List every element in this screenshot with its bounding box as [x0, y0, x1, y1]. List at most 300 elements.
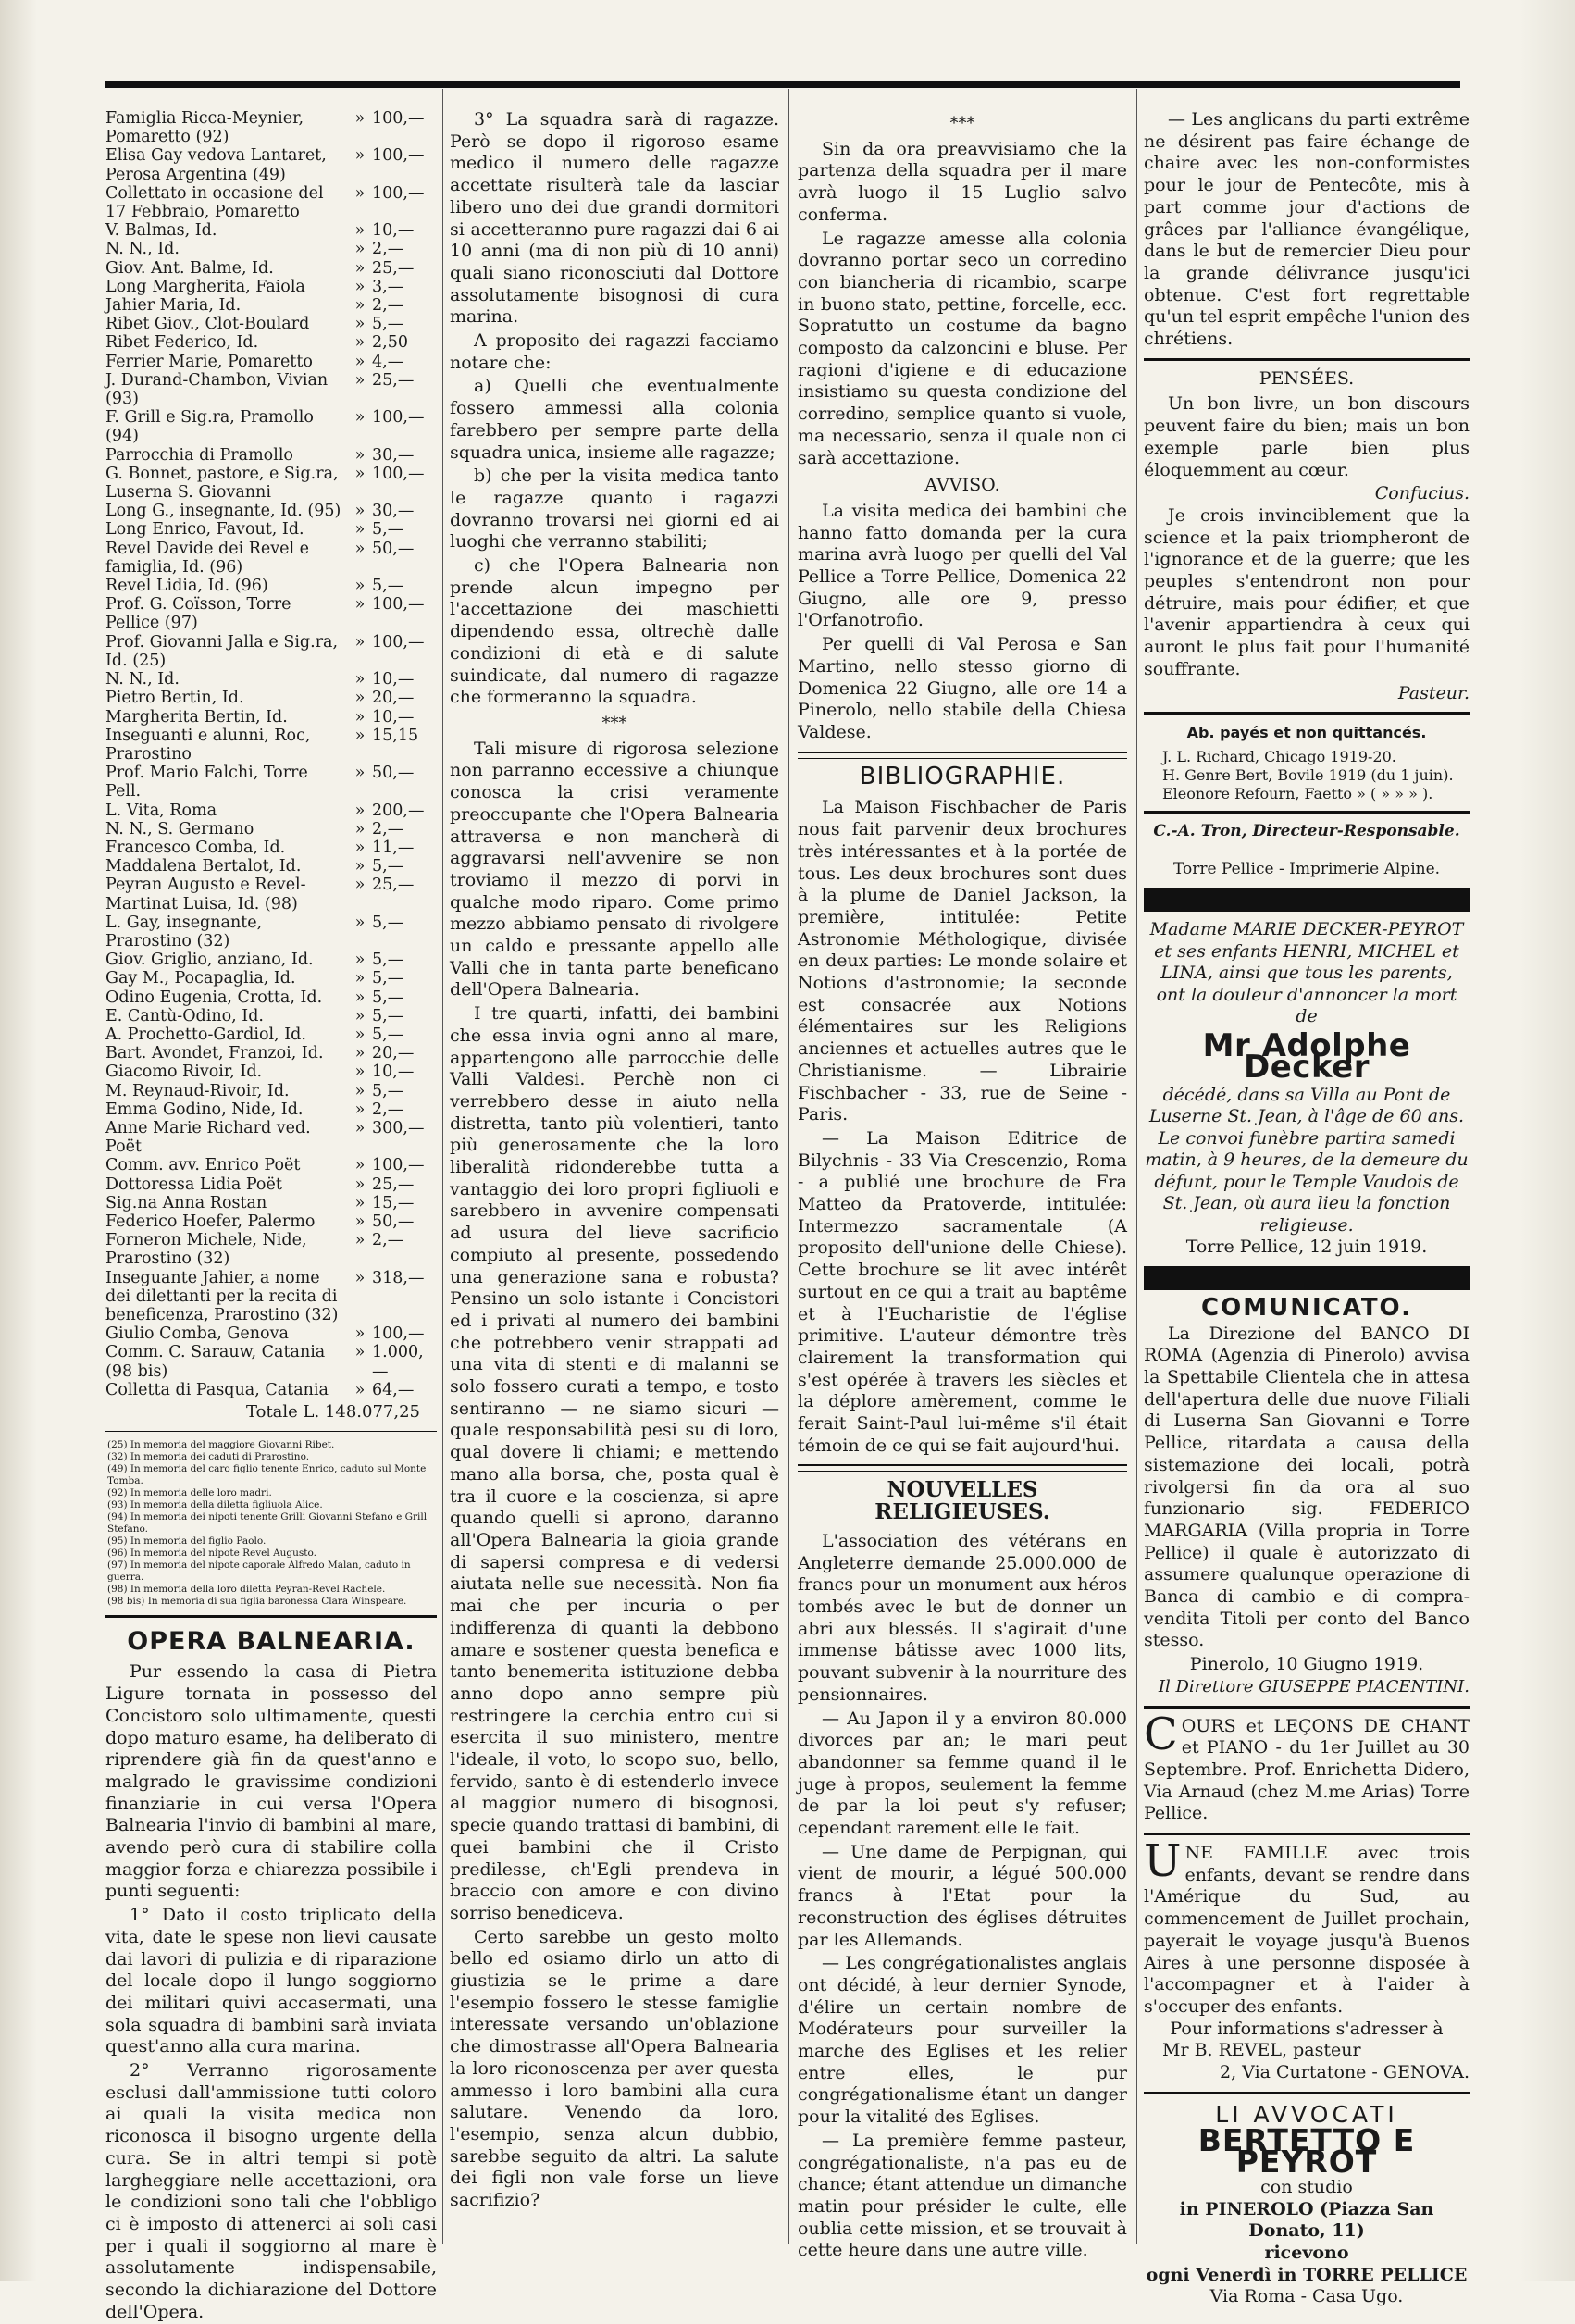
divider: [1144, 358, 1470, 361]
donation-row: [105, 520, 437, 539]
donation-amount: 5,—: [372, 969, 404, 988]
donation-row: [105, 802, 437, 820]
section-stars: ***: [949, 114, 975, 133]
ditto-mark: »: [354, 333, 366, 353]
donation-amount: 5,—: [372, 577, 404, 596]
ditto-mark: »: [354, 1118, 366, 1137]
ditto-mark: »: [354, 801, 366, 820]
footnote: (32) In memoria dei caduti di Prarostino.: [107, 1450, 310, 1462]
cours-dropcap: C: [1144, 1708, 1178, 1760]
donation-amount: 5,—: [372, 1025, 404, 1044]
ditto-mark: »: [354, 913, 366, 932]
ditto-mark: »: [354, 258, 366, 278]
footnote: (94) In memoria dei nipoti tenente Grilli Giovanni Stefano e Grill Stefano.: [107, 1510, 428, 1535]
ditto-mark: »: [354, 595, 366, 615]
printer-line: Torre Pellice - Imprimerie Alpine.: [1172, 859, 1441, 878]
column-divider: [788, 89, 789, 2244]
donation-amount: 100,—: [372, 183, 425, 203]
donation-row: [105, 988, 437, 1007]
donation-row: [105, 1044, 437, 1063]
donation-row: [105, 1324, 437, 1343]
donation-amount: 5,—: [372, 913, 404, 932]
ditto-mark: »: [354, 1025, 366, 1044]
ditto-mark: »: [354, 988, 366, 1007]
footnote: (92) In memoria delle loro madri.: [107, 1486, 272, 1498]
ditto-mark: »: [354, 502, 366, 521]
donor-name: N. N., Id.: [105, 240, 180, 259]
donor-name: Giacomo Rivoir, Id.: [105, 1063, 263, 1082]
donation-row: [105, 913, 437, 951]
pensees-title: PENSÉES.: [1259, 367, 1355, 389]
avviso-paragraph: La visita medica dei bambini che hanno fatto domanda per la cura marina avrà luogo per quelli del Val Pellice a Torre Pellice, Domenica 22 Giugno, alle ore 9, presso l'Orfanotrofio.: [798, 500, 1127, 631]
donation-amount: 15,15: [372, 726, 419, 745]
nouv-paragraph: — Les anglicans du parti extrême ne désirent pas faire échange de chaire avec les non-conformistes pour le jour de Pentecôte, mis à part comme jour d'actions de grâces par l'alliance évangélique, dans le but de remercier Dieu pour la grande délivrance jusqu'ici obtenue. C'est fort regrettable qu'un tel esprit empêche l'union des chrétiens.: [1144, 109, 1470, 350]
donation-row: [105, 670, 437, 689]
ditto-mark: »: [354, 632, 366, 652]
donor-name: L. Gay, insegnante, Prarostino (32): [105, 913, 263, 951]
ditto-mark: »: [354, 315, 366, 334]
donation-amount: 100,—: [372, 632, 425, 652]
donation-total: Totale L. 148.077,25: [246, 1402, 420, 1423]
ditto-mark: »: [354, 1063, 366, 1082]
ditto-mark: »: [354, 689, 366, 708]
ditto-mark: »: [354, 1044, 366, 1063]
ditto-mark: »: [354, 183, 366, 203]
donation-row: [105, 465, 437, 502]
donation-row: [105, 408, 437, 445]
donation-amount: 15,—: [372, 1193, 415, 1212]
donor-name: V. Balmas, Id.: [105, 221, 217, 241]
donor-name: M. Reynaud-Rivoir, Id.: [105, 1081, 290, 1100]
donation-amount: 11,—: [372, 838, 415, 857]
obit-date: Torre Pellice, 12 juin 1919.: [1185, 1237, 1428, 1258]
donor-name: Maddalena Bertalot, Id.: [105, 857, 302, 876]
donation-row: [105, 1194, 437, 1212]
opera-paragraph: Tali misure di rigorosa selezione non parranno eccessive a chiunque conosca la crisi veramente preoccupante che l'Opera Balnearia attraversa e non mancherà di aggravarsi nell'avvenire se non troviamo il mezzo di porvi in qualche modo riparo. Come primo mezzo abbiamo pensato di rivolgere un caldo e pressante appello alle Valli che in tanta parte beneficano dell'Opera Balnearia.: [450, 738, 779, 1000]
donor-name: Prof. Giovanni Jalla e Sig.ra, Id. (25): [105, 632, 339, 670]
ditto-mark: »: [354, 1006, 366, 1025]
donation-row: [105, 1119, 437, 1156]
ditto-mark: »: [354, 1081, 366, 1100]
column-divider: [1136, 89, 1137, 2244]
ditto-mark: »: [354, 876, 366, 895]
section-stars: ***: [601, 713, 627, 733]
donation-row: [105, 577, 437, 595]
ditto-mark: »: [354, 1324, 366, 1344]
ditto-mark: »: [354, 296, 366, 316]
donor-name: Ribet Giov., Clot-Boulard: [105, 315, 310, 334]
donation-row: [105, 1063, 437, 1081]
donor-name: Francesco Comba, Id.: [105, 838, 286, 857]
donor-name: J. Durand-Chambon, Vivian (93): [105, 370, 329, 409]
donation-amount: 2,—: [372, 1100, 404, 1119]
donation-amount: 3,—: [372, 277, 404, 296]
famille-dropcap: U: [1144, 1835, 1182, 1888]
pensees-paragraph: Un bon livre, un bon discours peuvent faire du bien; mais un bon exemple parle bien plus éloquemment au cœur.: [1144, 393, 1470, 480]
obit-intro: Madame MARIE DECKER-PEYROT et ses enfants HENRI, MICHEL et LINA, ainsi que tous les parents, ont la douleur d'annoncer la mort de: [1149, 919, 1464, 1027]
opera-paragraph: Le ragazze amesse alla colonia dovranno portar seco un corredino con biancheria di ricambio, scarpe in buono stato, pettine, forcelle, ecc. Sopratutto un costume da bagno composto da calzoncini e bluse. Per ragioni d'igiene e di educazione insistiamo su questa condizione del corredino, semplice quanto si vuole, ma necessario, senza il quale non ci sarà accettazione.: [798, 228, 1127, 468]
donation-row: [105, 633, 437, 670]
nouv-paragraph: — Au Japon il y a environ 80.000 divorces par an; le mari peut abandonner sa femme quand il le juge à propos, seulement la femme de par la loi peut s'y refuser; cependant rarement elle le fait.: [798, 1708, 1127, 1839]
donation-row: [105, 146, 437, 183]
donation-amount: 2,—: [372, 1231, 404, 1250]
famille-contact: Mr B. REVEL, pasteur: [1162, 2040, 1361, 2061]
donor-name: Forneron Michele, Nide, Prarostino (32): [105, 1231, 307, 1269]
donor-name: Anne Marie Richard ved. Poët: [105, 1118, 311, 1157]
pensees-author: Pasteur.: [1397, 682, 1470, 703]
avviso-paragraph: Per quelli di Val Perosa e San Martino, nello stesso giorno di Domenica 22 Giugno, alle ore 14 a Pinerolo, nello stabile della Chiesa Valdese.: [798, 634, 1127, 742]
donation-row: [105, 502, 437, 520]
ditto-mark: »: [354, 577, 366, 596]
ditto-mark: »: [354, 1268, 366, 1287]
opera-paragraph: 2° Verranno rigorosamente esclusi dall'ammissione tutti coloro ai quali la visita medica non riconosca il bisogno urgente della cura. Se in altri tempi si potè largheggiare nelle accettazioni, ora le condizioni sono tali che l'obbligo ci è imposto di attenerci ai soli casi per i quali il soggiorno al mare è assolutamente indispensabile, secondo la dichiarazione del Dottore dell'Opera.: [105, 2060, 437, 2322]
opera-paragraph: Sin da ora preavvisiamo che la partenza della squadra per il mare avrà luogo il 15 Luglio salvo conferma.: [798, 138, 1127, 225]
nouv-paragraph: — La première femme pasteur, congrégationaliste, n'a pas eu de chance; étant attendue un dimanche matin pour présider le culte, elle oublia cette mission, et se trouvait à cette heure dans une autre ville.: [798, 2130, 1127, 2261]
divider: [1144, 2092, 1470, 2094]
donation-amount: 200,—: [372, 801, 425, 820]
ditto-mark: »: [354, 764, 366, 783]
donation-amount: 4,—: [372, 352, 404, 371]
donation-amount: 100,—: [372, 1156, 425, 1175]
column-2: [450, 109, 779, 2254]
opera-paragraph: A proposito dei ragazzi facciamo notare che:: [450, 330, 779, 373]
donation-footnotes: [105, 1439, 437, 1608]
donor-name: Long Margherita, Faiola: [105, 277, 305, 296]
donation-amount: 2,—: [372, 240, 404, 259]
column-1: [105, 109, 437, 2322]
donation-row: [105, 689, 437, 707]
donor-name: Jahier Maria, Id.: [105, 296, 242, 316]
footnote: (93) In memoria della diletta figliuola Alice.: [107, 1498, 323, 1510]
ditto-mark: »: [354, 838, 366, 857]
avvocati-line: in PINEROLO (Piazza San Donato, 11): [1179, 2198, 1434, 2242]
donor-name: Prof. G. Coïsson, Torre Pellice (97): [105, 595, 291, 633]
opera-paragraph: Pur essendo la casa di Pietra Ligure tornata in possesso del Concistoro solo ultimamente, questi dopo maturo esame, ha deliberato di riprendere già fin da quest'anno e malgrado le gravissime condizioni finanziarie in cui versa l'Opera Balnearia l'invio di bambini al mare, avendo però cura di stabilire colla maggior forza e chiarezza possibile i punti seguenti:: [105, 1661, 437, 1902]
donation-amount: 5,—: [372, 1006, 404, 1025]
avvocati-title: LI AVVOCATI: [1215, 2100, 1398, 2128]
donation-amount: 30,—: [372, 502, 415, 521]
donation-row: [105, 1007, 437, 1025]
right-margin: [1519, 0, 1575, 2281]
avvocati-line: con studio: [1260, 2176, 1353, 2197]
donor-name: Revel Davide dei Revel e famiglia, Id. (96): [105, 539, 310, 577]
ditto-mark: »: [354, 1380, 366, 1399]
donor-name: Comm. C. Sarauw, Catania (98 bis): [105, 1343, 326, 1381]
ditto-mark: »: [354, 109, 366, 128]
ditto-mark: »: [354, 464, 366, 483]
ditto-mark: »: [354, 1156, 366, 1175]
opera-paragraph: b) che per la visita medica tanto le ragazze quanto i ragazzi dovranno trovarsi nei giorni ed ai luoghi che verranno stabiliti;: [450, 466, 779, 553]
donation-amount: 10,—: [372, 670, 415, 690]
opera-paragraph: 3° La squadra sarà di ragazze. Però se dopo il rigoroso esame medico il numero delle ragazze accettate risulterà tale da lasciar libero uno dei due grandi dormitori si accetteranno pure ragazzi dai 6 ai 10 anni (ma di non più di 10 anni) quali siano riconosciuti dal Dottore assolutamente bisognosi di cura marina.: [450, 109, 779, 328]
abonnes-title: Ab. payés et non quittancés.: [1186, 724, 1427, 742]
donation-list: [105, 109, 437, 1399]
black-band: [1144, 1266, 1470, 1290]
donation-amount: 5,—: [372, 988, 404, 1007]
divider: [1144, 1833, 1470, 1835]
abonne-line: Eleonore Refourn, Faetto » ( » » » ).: [1162, 784, 1433, 802]
donor-name: Giov. Griglio, anziano, Id.: [105, 951, 314, 970]
donation-row: [105, 259, 437, 278]
donation-row: [105, 764, 437, 801]
famille-info: Pour informations s'adresser à: [1170, 2018, 1444, 2039]
biblio-paragraph: — La Maison Editrice de Bilychnis - 33 Via Crescenzio, Roma - a publié une brochure de Fra Matteo da Pratoverde, intitulée: Intermezzo sacramentale (A proposito dell'unione delle Chiese). Cette brochure se lit avec intérêt surtout en ce qui a trait au baptême et à l'Eucharistie de l'église primitive. L'auteur démontre très clairement la transformation qui s'est opérée à travers les siècles et la déplore amèrement, comme le ferait Saint-Paul lui-même s'il était témoin de ce qui se fait aujourd'hui.: [798, 1127, 1127, 1456]
divider: [105, 1615, 437, 1618]
donation-amount: 10,—: [372, 1063, 415, 1082]
donation-row: [105, 1231, 437, 1268]
donor-name: Emma Godino, Nide, Id.: [105, 1100, 304, 1119]
cours-ad: [1144, 1708, 1470, 1826]
ditto-mark: »: [354, 670, 366, 690]
donation-row: [105, 820, 437, 839]
donor-name: A. Prochetto-Gardiol, Id.: [105, 1025, 306, 1044]
footnote: (98) In memoria della loro diletta Peyran-Revel Rachele.: [107, 1583, 386, 1595]
donation-amount: 2,50: [372, 333, 408, 353]
opera-title: OPERA BALNEARIA.: [127, 1626, 415, 1656]
donation-amount: 20,—: [372, 689, 415, 708]
famille-contact: 2, Via Curtatone - GENOVA.: [1220, 2062, 1470, 2083]
donation-amount: 25,—: [372, 876, 415, 895]
avvocati-names: BERTETTO E PEYROT: [1197, 2121, 1416, 2181]
footnote: (96) In memoria del nipote Revel Augusto.: [107, 1547, 317, 1559]
donor-name: Comm. avv. Enrico Poët: [105, 1156, 301, 1175]
ditto-mark: »: [354, 352, 366, 371]
donation-amount: 25,—: [372, 1174, 415, 1194]
donation-row: [105, 1025, 437, 1044]
donor-name: Collettato in occasione del 17 Febbraio, Pomaretto: [105, 183, 324, 222]
donor-name: Pietro Bertin, Id.: [105, 689, 244, 708]
ditto-mark: »: [354, 969, 366, 988]
donation-row: [105, 278, 437, 296]
donation-row: [105, 333, 437, 352]
opera-paragraph: a) Quelli che eventualmente fossero ammessi alla colonia farebbero per sempre parte della squadra unica, insieme alle ragazze;: [450, 376, 779, 463]
donation-row: [105, 446, 437, 465]
ditto-mark: »: [354, 370, 366, 390]
donation-row: [105, 109, 437, 146]
donation-row: [105, 1156, 437, 1174]
ditto-mark: »: [354, 240, 366, 259]
donation-amount: 300,—: [372, 1118, 425, 1137]
footnote: (97) In memoria del nipote caporale Alfredo Malan, caduto in guerra.: [107, 1559, 411, 1583]
donation-row: [105, 221, 437, 240]
opera-paragraph: 1° Dato il costo triplicato della vita, date le spese non lievi causate dai lavori di pulizia e di riparazione del locale dopo il lungo soggiorno dei militari quivi accasermati, una sola squadra di bambini sarà inviata quest'anno alla cura marina.: [105, 1905, 437, 2057]
obituary: [1144, 919, 1470, 1259]
footnote: (95) In memoria del figlio Paolo.: [107, 1535, 267, 1547]
donor-name: Gay M., Pocapaglia, Id.: [105, 969, 296, 988]
donor-name: Odino Eugenia, Crotta, Id.: [105, 988, 323, 1007]
donation-row: [105, 184, 437, 221]
pensees-paragraph: Je crois invinciblement que la science et la paix triompheront de l'ignorance et de la guerre; que les peuples s'entendront non pour détruire, mais pour édifier, et que l'avenir appartiendra à ceux qui auront le plus fait pour l'humanité souffrante.: [1144, 504, 1470, 679]
donation-amount: 64,—: [372, 1380, 415, 1399]
donation-row: [105, 1212, 437, 1231]
footnote: (49) In memoria del caro figlio tenente Enrico, caduto sul Monte Tomba.: [107, 1462, 427, 1486]
donor-name: Federico Hoefer, Palermo: [105, 1212, 316, 1231]
obit-name: Mr Adolphe Decker: [1202, 1026, 1411, 1087]
director-line: C.-A. Tron, Directeur-Responsable.: [1153, 821, 1460, 840]
donation-amount: 5,—: [372, 951, 404, 970]
ditto-mark: »: [354, 1212, 366, 1231]
donor-name: E. Cantù-Odino, Id.: [105, 1006, 264, 1025]
biblio-paragraph: La Maison Fischbacher de Paris nous fait parvenir deux brochures très intéressantes et à la portée de tous. Les deux brochures sont dues à la plume de Daniel Jackson, la première, intitulée: Petite Astronomie Méthologique, divisée en deux parties: Le monde solaire et Notions d'astronomie; la seconde est consacrée aux Notions élémentaires sur les Religions anciennes et actuelles autres que le Christianisme. — Librairie Fischbacher - 33, rue de Seine - Paris.: [798, 797, 1127, 1125]
donation-amount: 30,—: [372, 445, 415, 465]
donor-name: Bart. Avondet, Franzoi, Id.: [105, 1044, 324, 1063]
donor-name: Margherita Bertin, Id.: [105, 707, 288, 727]
left-margin: [0, 0, 37, 2281]
donation-row: [105, 540, 437, 577]
donor-name: Colletta di Pasqua, Catania: [105, 1380, 329, 1399]
footnote: (25) In memoria del maggiore Giovanni Ribet.: [107, 1438, 335, 1450]
donation-row: [105, 315, 437, 333]
donation-row: [105, 1082, 437, 1100]
donation-amount: 100,—: [372, 595, 425, 615]
divider: [1144, 1706, 1470, 1709]
opera-paragraph: Certo sarebbe un gesto molto bello ed osiamo dirlo un atto di giustizia se le prime a dare l'esempio fossero le stesse famiglie interessate versando un'oblazione che dimostrasse all'Opera Balnearia la loro riconoscenza per aver questa ammesso i loro bambini alla cura salutare. Venendo da loro, l'esempio, senza alcun dubbio, sarebbe seguito da altri. La salute dei figli non vale forse un lieve sacrifizio?: [450, 1926, 779, 2211]
donor-name: Peyran Augusto e Revel-Martinat Luisa, Id. (98): [105, 876, 306, 913]
donor-name: Elisa Gay vedova Lantaret, Perosa Argentina (49): [105, 146, 327, 184]
donation-amount: 2,—: [372, 819, 404, 839]
donation-row: [105, 727, 437, 764]
donor-name: N. N., S. Germano: [105, 819, 254, 839]
donation-row: [105, 951, 437, 969]
avvocati-line: ricevono: [1264, 2243, 1349, 2264]
ditto-mark: »: [354, 221, 366, 241]
comunicato-paragraph: La Direzione del BANCO DI ROMA (Agenzia di Pinerolo) avvisa la Spettabile Clientela che in attesa dell'apertura delle due nuove Filiali di Luserna San Giovanni e Torre Pellice, ritardata a causa della sistemazione dei locali, potrà rivolgersi fin da ora al suo funzionario sig. FEDERICO MARGARIA (Villa propria in Torre Pellice) il quale è autorizzato di assumere qualunque operazione di Banca di cambio e di compra-vendita Titoli per conto del Banco stesso.: [1144, 1323, 1470, 1651]
comunicato-place: Pinerolo, 10 Giugno 1919.: [1189, 1654, 1424, 1675]
donor-name: L. Vita, Roma: [105, 801, 217, 820]
donor-name: Dottoressa Lidia Poët: [105, 1174, 282, 1194]
ditto-mark: »: [354, 857, 366, 876]
ditto-mark: »: [354, 146, 366, 166]
donation-row: [105, 1175, 437, 1194]
donation-amount: 100,—: [372, 464, 425, 483]
nouv-paragraph: L'association des vétérans en Angleterre demande 25.000.000 de francs pour un monument aux héros tombés avec le but de donner un abri aux blessés. Il s'agirait d'une immense bâtisse avec 1000 lits, pouvant subvenir à la nourriture des pensionnaires.: [798, 1530, 1127, 1705]
donor-name: Prof. Mario Falchi, Torre Pell.: [105, 764, 308, 802]
ditto-mark: »: [354, 726, 366, 745]
donation-row: [105, 595, 437, 632]
donation-row: [105, 1381, 437, 1399]
donation-row: [105, 1343, 437, 1380]
cours-text: OURS et LEÇONS DE CHANT et PIANO - du 1er Juillet au 30 Septembre. Prof. Enrichetta Didero, Via Arnaud (chez M.me Arias) Torre Pellice.: [1144, 1715, 1470, 1824]
donation-row: [105, 371, 437, 408]
donation-amount: 10,—: [372, 221, 415, 241]
famille-text: NE FAMILLE avec trois enfants, devant se rendre dans l'Amérique du Sud, au commencement de Juillet prochain, payerait le voyage jusqu'à Buenos Aires à une personne disposée à l'accompagner et à l'aider à s'occuper des enfants.: [1144, 1843, 1470, 2017]
donation-row: [105, 876, 437, 913]
divider: [1144, 811, 1470, 814]
abonne-line: H. Genre Bert, Bovile 1919 (du 1 juin).: [1162, 765, 1454, 784]
donor-name: Ferrier Marie, Pomaretto: [105, 352, 313, 371]
donation-amount: 5,—: [372, 315, 404, 334]
ditto-mark: »: [354, 1231, 366, 1250]
donation-row: [105, 240, 437, 258]
donor-name: Revel Lidia, Id. (96): [105, 577, 268, 596]
ditto-mark: »: [354, 951, 366, 970]
nouvelles-title: NOUVELLES RELIGIEUSES.: [874, 1477, 1050, 1525]
donor-name: Giov. Ant. Balme, Id.: [105, 258, 274, 278]
donor-name: Sig.na Anna Rostan: [105, 1193, 267, 1212]
donor-name: Famiglia Ricca-Meynier, Pomaretto (92): [105, 109, 304, 147]
bibliographie-title: BIBLIOGRAPHIE.: [859, 762, 1066, 790]
column-3: [798, 109, 1127, 2261]
donation-row: [105, 839, 437, 857]
avvocati-line: ogni Venerdì in TORRE PELLICE: [1146, 2264, 1468, 2285]
obit-detail: décédé, dans sa Villa au Pont de Luserne St. Jean, à l'âge de 60 ans.: [1148, 1084, 1465, 1127]
donation-amount: 2,—: [372, 296, 404, 316]
column-4: [1144, 109, 1470, 2307]
donation-amount: 100,—: [372, 109, 425, 128]
top-rule: [105, 81, 1460, 88]
obit-detail: Le convoi funèbre partira samedi matin, à 9 heures, de la demeure du défunt, pour le Temple Vaudois de St. Jean, où aura lieu la fonction religieuse.: [1145, 1127, 1469, 1236]
comunicato-title: COMUNICATO.: [1201, 1293, 1412, 1322]
donation-row: [105, 296, 437, 315]
donor-name: Long G., insegnante, Id. (95): [105, 502, 341, 521]
donation-amount: 100,—: [372, 408, 425, 428]
ditto-mark: »: [354, 520, 366, 540]
donation-amount: 50,—: [372, 1212, 415, 1231]
donor-name: N. N., Id.: [105, 670, 180, 690]
divider: [798, 752, 1127, 759]
donation-amount: 100,—: [372, 1324, 425, 1344]
divider: [105, 1431, 437, 1432]
column-divider: [442, 89, 443, 2244]
ditto-mark: »: [354, 1174, 366, 1194]
donor-name: Giulio Comba, Genova: [105, 1324, 289, 1344]
donation-amount: 1.000,—: [372, 1343, 424, 1381]
donation-amount: 100,—: [372, 146, 425, 166]
avvocati-line: Via Roma - Casa Ugo.: [1209, 2286, 1404, 2307]
donation-amount: 20,—: [372, 1044, 415, 1063]
donation-amount: 50,—: [372, 539, 415, 558]
comunicato-signature: Il Direttore GIUSEPPE PIACENTINI.: [1158, 1676, 1470, 1696]
nouv-paragraph: — Les congrégationalistes anglais ont décidé, à leur dernier Synode, d'élire un certain nombre de Modérateurs pour surveiller la marche des Eglises et les relier entre elles, le pur congrégationalisme étant un danger pour la vitalité des Eglises.: [798, 1953, 1127, 2128]
ditto-mark: »: [354, 277, 366, 296]
divider: [1144, 712, 1470, 715]
donation-amount: 5,—: [372, 1081, 404, 1100]
donor-name: Inseguante Jahier, a nome dei dilettanti per la recita di beneficenza, Prarostino (32): [105, 1268, 339, 1324]
donation-row: [105, 1269, 437, 1325]
donation-amount: 5,—: [372, 857, 404, 876]
donation-amount: 50,—: [372, 764, 415, 783]
ditto-mark: »: [354, 1193, 366, 1212]
opera-paragraph: I tre quarti, infatti, dei bambini che essa invia ogni anno al mare, appartengono alle parrocchie delle Valli Valdesi. Perchè non ci verrebbero desse in aiuto nella distretta, tanto più volentieri, tanto più generosamente che la loro liberalità ridonderebbe tutta a vantaggio dei loro propri figliuoli e sarebbero in avvenire compensati ad usura del lieve sacrificio compiuto al presente, possedendo una generazione sana e robusta? Pensino un solo istante i Concistori ed i privati al numero dei bambini che potrebbero venir strappati ad una vita di stenti e di malanni se solo fossero curati a tempo, e tosto sentiranno — ne siamo sicuri — quale responsabilità pesi su di loro, qual dovere li chiami; e mettendo mano alla borsa, che, posta qual è tra il cuore e la coscienza, si apre quando quelli si aprono, daranno all'Opera Balnearia la gioia grande di sapersi compresa e di vedersi aiutata nelle sue necessità. Non fia mai che per incuria o per indifferenza di quanti la debbono amare e sostener questa benefica e tanto benemerita istituzione debba anno dopo anno sempre più restringere la cerchia entro cui si esercita il suo ministero, mentre l'ideale, il voto, lo scopo suo, bello, fervido, santo è di estenderlo invece al maggior numero di bisognosi, specie quando trattasi di bambini, di quei bambini che il Cristo predilesse, ch'Egli prendeva in braccio con amore e con divino sorriso benediceva.: [450, 1003, 779, 1923]
ditto-mark: »: [354, 707, 366, 727]
ditto-mark: »: [354, 408, 366, 428]
donor-name: Long Enrico, Favout, Id.: [105, 520, 304, 540]
donation-row: [105, 857, 437, 876]
donor-name: Ribet Federico, Id.: [105, 333, 259, 353]
donor-name: Parrocchia di Pramollo: [105, 445, 293, 465]
ditto-mark: »: [354, 1343, 366, 1362]
donor-name: F. Grill e Sig.ra, Pramollo (94): [105, 408, 314, 446]
donation-row: [105, 1100, 437, 1119]
donation-row: [105, 969, 437, 988]
ditto-mark: »: [354, 539, 366, 558]
nouv-paragraph: — Une dame de Perpignan, qui vient de mourir, a légué 500.000 francs à l'Etat pour la reconstruction des églises détruites par les Allemands.: [798, 1841, 1127, 1950]
avviso-title: AVVISO.: [924, 475, 1000, 496]
donation-row: [105, 708, 437, 727]
donation-amount: 10,—: [372, 707, 415, 727]
ditto-mark: »: [354, 1100, 366, 1119]
famille-ad: [1144, 1835, 1470, 2019]
donation-amount: 25,—: [372, 370, 415, 390]
donation-amount: 5,—: [372, 520, 404, 540]
ditto-mark: »: [354, 819, 366, 839]
opera-paragraph: c) che l'Opera Balnearia non prende alcun impegno per l'accettazione dei maschietti dipendendo essa, oltrechè dalle condizioni di età e di salute suindicate, dal numero di ragazze che formeranno la squadra.: [450, 555, 779, 708]
donor-name: Inseguanti e alunni, Roc, Prarostino: [105, 726, 311, 764]
black-band: [1144, 888, 1470, 912]
divider: [798, 1464, 1127, 1472]
donation-row: [105, 353, 437, 371]
abonne-line: J. L. Richard, Chicago 1919-20.: [1162, 747, 1396, 765]
